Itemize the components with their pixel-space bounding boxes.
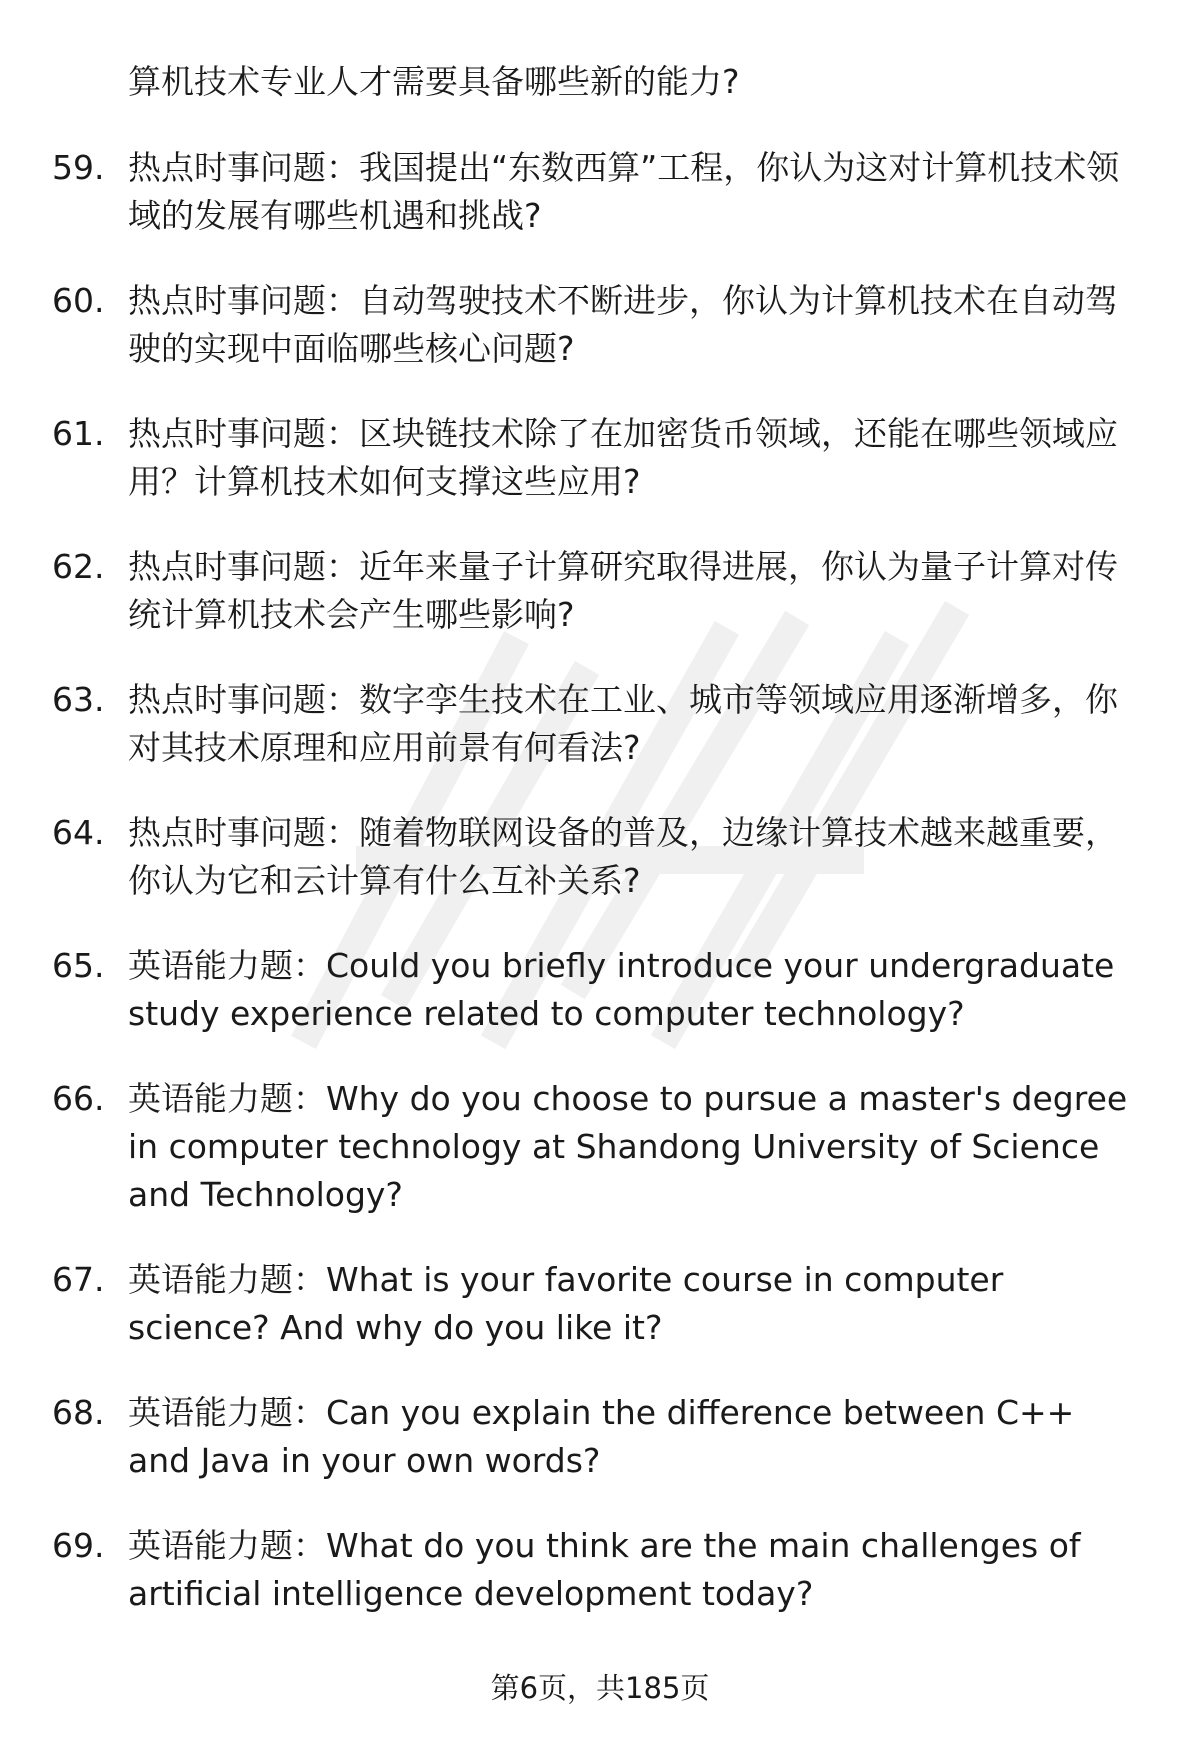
- question-item: [52, 1389, 1152, 1485]
- question-item: [52, 676, 1152, 772]
- question-number: 68.: [52, 1393, 105, 1432]
- question-text: 热点时事问题：我国提出“东数西算”工程，你认为这对计算机技术领域的发展有哪些机遇和挑战?: [128, 148, 1120, 235]
- question-item: [52, 1256, 1152, 1352]
- question-item: [52, 277, 1152, 373]
- question-number: 64.: [52, 813, 105, 852]
- question-number: 59.: [52, 148, 105, 187]
- question-number: 61.: [52, 414, 105, 453]
- question-number: 69.: [52, 1526, 105, 1565]
- question-text: 英语能力题：What do you think are the main challenges of artificial intelligence development today?: [128, 1526, 1081, 1613]
- question-number: 63.: [52, 680, 105, 719]
- question-text: 热点时事问题：自动驾驶技术不断进步，你认为计算机技术在自动驾驶的实现中面临哪些核心问题?: [128, 281, 1118, 368]
- continuation-text: 算机技术专业人才需要具备哪些新的能力?: [128, 62, 740, 101]
- question-item: [52, 1075, 1152, 1219]
- question-number: 67.: [52, 1260, 105, 1299]
- question-text: 英语能力题：Why do you choose to pursue a master's degree in computer technology at Shandong University of Science and Technology?: [128, 1079, 1128, 1214]
- question-item: [52, 809, 1152, 905]
- question-item: [52, 144, 1152, 240]
- question-item: [52, 543, 1152, 639]
- question-text: 英语能力题：Could you briefly introduce your undergraduate study experience related to computer technology?: [128, 946, 1115, 1033]
- question-number: 65.: [52, 946, 105, 985]
- question-text: 英语能力题：What is your favorite course in computer science? And why do you like it?: [128, 1260, 1004, 1347]
- question-item: [52, 942, 1152, 1038]
- question-number: 60.: [52, 281, 105, 320]
- question-list: [52, 144, 1152, 1655]
- question-item: [52, 410, 1152, 506]
- question-number: 62.: [52, 547, 105, 586]
- question-text: 热点时事问题：近年来量子计算研究取得进展，你认为量子计算对传统计算机技术会产生哪些影响?: [128, 547, 1118, 634]
- question-text: 热点时事问题：数字孪生技术在工业、城市等领域应用逐渐增多，你对其技术原理和应用前景有何看法?: [128, 680, 1118, 767]
- question-text: 英语能力题：Can you explain the difference between C++ and Java in your own words?: [128, 1393, 1075, 1480]
- question-text: 热点时事问题：随着物联网设备的普及，边缘计算技术越来越重要，你认为它和云计算有什么互补关系?: [128, 813, 1118, 900]
- page-footer: 第6页，共185页: [490, 1671, 710, 1705]
- question-item: [52, 1522, 1152, 1618]
- question-text: 热点时事问题：区块链技术除了在加密货币领域，还能在哪些领域应用？计算机技术如何支撑这些应用?: [128, 414, 1118, 501]
- question-number: 66.: [52, 1079, 105, 1118]
